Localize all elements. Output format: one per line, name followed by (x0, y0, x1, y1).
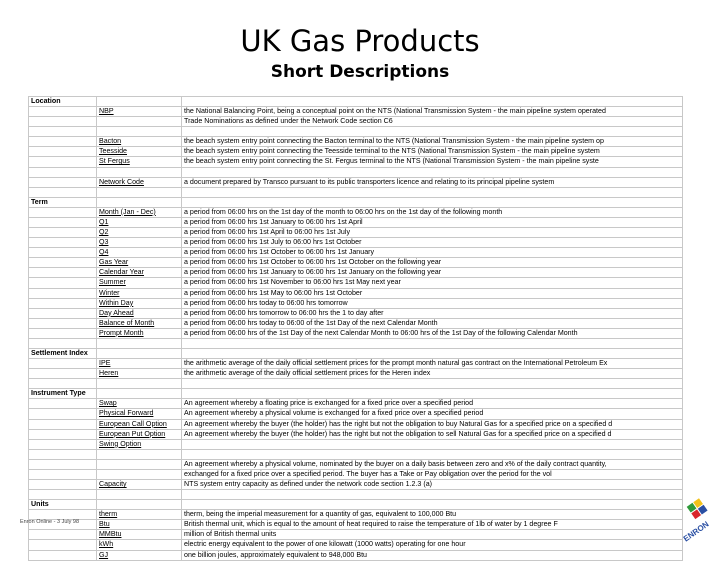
spacer-row (29, 167, 683, 177)
section-header-row (29, 348, 683, 358)
table-row (29, 369, 683, 379)
table-row (29, 439, 683, 449)
term-cell: Summer (97, 278, 182, 288)
table-row (29, 207, 683, 217)
empty-cell (29, 248, 97, 258)
empty-cell (29, 439, 97, 449)
description-cell: An agreement whereby a physical volume is exchanged for a fixed price over a specified period (182, 409, 683, 419)
empty-cell (182, 167, 683, 177)
description-cell: a period from 06:00 hrs tomorrow to 06:00 hrs the 1 to day after (182, 308, 683, 318)
description-cell: An agreement whereby the buyer (the holder) has the right but not the obligation to sell Natural Gas for a specified price on a specified d (182, 429, 683, 439)
term-cell (97, 459, 182, 469)
table-row (29, 288, 683, 298)
description-cell: An agreement whereby a physical volume, nominated by the buyer on a daily basis between zero and x% of the daily contract quantity, (182, 459, 683, 469)
empty-cell (29, 550, 97, 560)
enron-logo (668, 498, 720, 544)
empty-cell (29, 268, 97, 278)
empty-cell (29, 328, 97, 338)
empty-cell (29, 480, 97, 490)
term-cell: Heren (97, 369, 182, 379)
section-heading: Instrument Type (29, 389, 97, 399)
empty-cell (29, 217, 97, 227)
term-cell: Calendar Year (97, 268, 182, 278)
table-row (29, 217, 683, 227)
description-cell: a document prepared by Transco pursuant to its public transporters licence and relating to its principal pipeline system (182, 177, 683, 187)
enron-logo-text: ENRON (681, 519, 711, 544)
term-cell: Swing Option (97, 439, 182, 449)
empty-cell (182, 389, 683, 399)
description-cell: a period from 06:00 hrs 1st October to 06:00 hrs 1st October on the following year (182, 258, 683, 268)
description-cell: a period from 06:00 hrs 1st January to 06:00 hrs 1st April (182, 217, 683, 227)
term-cell: Bacton (97, 137, 182, 147)
term-cell: MMBtu (97, 530, 182, 540)
empty-cell (29, 278, 97, 288)
description-cell: exchanged for a fixed price over a specified period. The buyer has a Take or Pay obligation over the period for the vol (182, 469, 683, 479)
empty-cell (29, 147, 97, 157)
empty-cell (29, 409, 97, 419)
description-cell: million of British thermal units (182, 530, 683, 540)
description-cell: a period from 06:00 hrs 1st July to 06:00 hrs 1st October (182, 238, 683, 248)
description-cell: a period from 06:00 hrs 1st April to 06:00 hrs 1st July (182, 227, 683, 237)
table-row (29, 248, 683, 258)
description-cell: a period from 06:00 hrs today to 06:00 hrs tomorrow (182, 298, 683, 308)
table-row (29, 298, 683, 308)
term-cell: Month (Jan - Dec) (97, 207, 182, 217)
empty-cell (29, 288, 97, 298)
table-row (29, 278, 683, 288)
table-row (29, 177, 683, 187)
table-row (29, 469, 683, 479)
empty-cell (29, 338, 97, 348)
term-cell: GJ (97, 550, 182, 560)
empty-cell (97, 379, 182, 389)
spacer-row (29, 127, 683, 137)
term-cell: Q2 (97, 227, 182, 237)
description-cell: NTS system entry capacity as defined under the network code section 1.2.3 (a) (182, 480, 683, 490)
term-cell: Capacity (97, 480, 182, 490)
term-cell: Teesside (97, 147, 182, 157)
empty-cell (29, 540, 97, 550)
description-cell: a period from 06:00 hrs of the 1st Day of the next Calendar Month to 06:00 hrs of the 1st Day of the following Calendar Month (182, 328, 683, 338)
term-cell: Q1 (97, 217, 182, 227)
term-cell: Winter (97, 288, 182, 298)
empty-cell (29, 107, 97, 117)
table-row (29, 157, 683, 167)
section-header-row (29, 389, 683, 399)
term-cell: Balance of Month (97, 318, 182, 328)
term-cell: therm (97, 510, 182, 520)
empty-cell (29, 177, 97, 187)
definitions-table (28, 96, 683, 561)
spacer-row (29, 379, 683, 389)
spacer-row (29, 187, 683, 197)
empty-cell (182, 197, 683, 207)
term-cell: European Call Option (97, 419, 182, 429)
empty-cell (182, 449, 683, 459)
table-row (29, 459, 683, 469)
empty-cell (182, 379, 683, 389)
description-cell: a period from 06:00 hrs 1st May to 06:00 hrs 1st October (182, 288, 683, 298)
empty-cell (182, 348, 683, 358)
table-row (29, 409, 683, 419)
term-cell: Q4 (97, 248, 182, 258)
empty-cell (29, 429, 97, 439)
empty-cell (182, 187, 683, 197)
term-cell: European Put Option (97, 429, 182, 439)
footer-note: Enron Online - 3 July 98 (20, 519, 80, 525)
empty-cell (29, 469, 97, 479)
term-cell: Btu (97, 520, 182, 530)
empty-cell (97, 490, 182, 500)
empty-cell (29, 258, 97, 268)
table-row (29, 107, 683, 117)
empty-cell (97, 500, 182, 510)
table-row (29, 318, 683, 328)
description-cell: a period from 06:00 hrs 1st November to 06:00 hrs 1st May next year (182, 278, 683, 288)
description-cell: Trade Nominations as defined under the Network Code section C6 (182, 117, 683, 127)
description-cell: the arithmetic average of the daily official settlement prices for the Heren index (182, 369, 683, 379)
table-row (29, 530, 683, 540)
description-cell: one billion joules, approximately equivalent to 948,000 Btu (182, 550, 683, 560)
empty-cell (29, 318, 97, 328)
table-row (29, 268, 683, 278)
empty-cell (97, 197, 182, 207)
description-cell: the arithmetic average of the daily official settlement prices for the prompt month natural gas contract on the International Petroleum Ex (182, 359, 683, 369)
term-cell: Network Code (97, 177, 182, 187)
description-cell: a period from 06:00 hrs 1st January to 06:00 hrs 1st January on the following year (182, 268, 683, 278)
term-cell (97, 469, 182, 479)
table-row (29, 510, 683, 520)
table-row (29, 328, 683, 338)
empty-cell (97, 338, 182, 348)
term-cell: St Fergus (97, 157, 182, 167)
table-row (29, 147, 683, 157)
section-header-row (29, 500, 683, 510)
empty-cell (182, 338, 683, 348)
table-row (29, 480, 683, 490)
table-row (29, 137, 683, 147)
empty-cell (29, 399, 97, 409)
empty-cell (29, 238, 97, 248)
empty-cell (29, 187, 97, 197)
table-row (29, 359, 683, 369)
description-cell: therm, being the imperial measurement for a quantity of gas, equivalent to 100,000 Btu (182, 510, 683, 520)
section-header-row (29, 197, 683, 207)
table-row (29, 520, 683, 530)
empty-cell (97, 97, 182, 107)
empty-cell (29, 298, 97, 308)
description-cell (182, 439, 683, 449)
table-row (29, 258, 683, 268)
empty-cell (29, 308, 97, 318)
empty-cell (29, 167, 97, 177)
empty-cell (29, 117, 97, 127)
section-heading: Settlement Index (29, 348, 97, 358)
table-row (29, 238, 683, 248)
spacer-row (29, 490, 683, 500)
term-cell: kWh (97, 540, 182, 550)
table-row (29, 117, 683, 127)
empty-cell (97, 127, 182, 137)
empty-cell (97, 187, 182, 197)
term-cell: Physical Forward (97, 409, 182, 419)
table-row (29, 429, 683, 439)
section-heading: Units (29, 500, 97, 510)
empty-cell (29, 490, 97, 500)
description-cell: An agreement whereby the buyer (the holder) has the right but not the obligation to buy Natural Gas for a specified price on a specified d (182, 419, 683, 429)
description-cell: British thermal unit, which is equal to the amount of heat required to raise the temperature of 1lb of water by 1 degree F (182, 520, 683, 530)
empty-cell (29, 127, 97, 137)
term-cell: Day Ahead (97, 308, 182, 318)
page-title: UK Gas Products (240, 24, 480, 58)
table-row (29, 399, 683, 409)
page-subtitle: Short Descriptions (270, 62, 450, 82)
term-cell: Swap (97, 399, 182, 409)
spacer-row (29, 338, 683, 348)
term-cell: NBP (97, 107, 182, 117)
description-cell: a period from 06:00 hrs today to 06:00 of the 1st Day of the next Calendar Month (182, 318, 683, 328)
term-cell: Gas Year (97, 258, 182, 268)
description-cell: the beach system entry point connecting the Teesside terminal to the NTS (National Transmission System - the main pipeline system (182, 147, 683, 157)
empty-cell (29, 459, 97, 469)
empty-cell (182, 127, 683, 137)
empty-cell (97, 167, 182, 177)
term-cell: IPE (97, 359, 182, 369)
table-row (29, 550, 683, 560)
spacer-row (29, 449, 683, 459)
empty-cell (29, 419, 97, 429)
empty-cell (97, 389, 182, 399)
description-cell: the National Balancing Point, being a conceptual point on the NTS (National Transmission System - the main pipeline system operated (182, 107, 683, 117)
table-row (29, 308, 683, 318)
term-cell: Q3 (97, 238, 182, 248)
description-cell: the beach system entry point connecting the St. Fergus terminal to the NTS (National Transmission System - the main pipeline syste (182, 157, 683, 167)
term-cell (97, 117, 182, 127)
term-cell: Prompt Month (97, 328, 182, 338)
description-cell: An agreement whereby a floating price is exchanged for a fixed price over a specified period (182, 399, 683, 409)
description-cell: a period from 06:00 hrs 1st October to 06:00 hrs 1st January (182, 248, 683, 258)
empty-cell (29, 359, 97, 369)
empty-cell (29, 449, 97, 459)
empty-cell (182, 500, 683, 510)
term-cell: Within Day (97, 298, 182, 308)
description-cell: electric energy equivalent to the power of one kilowatt (1000 watts) operating for one hour (182, 540, 683, 550)
section-heading: Location (29, 97, 97, 107)
table-row (29, 227, 683, 237)
description-cell: the beach system entry point connecting the Bacton terminal to the NTS (National Transmission System - the main pipeline system op (182, 137, 683, 147)
description-cell: a period from 06:00 hrs on the 1st day of the month to 06:00 hrs on the 1st day of the following month (182, 207, 683, 217)
empty-cell (29, 227, 97, 237)
empty-cell (97, 449, 182, 459)
empty-cell (29, 369, 97, 379)
empty-cell (182, 490, 683, 500)
section-heading: Term (29, 197, 97, 207)
empty-cell (97, 348, 182, 358)
empty-cell (182, 97, 683, 107)
table-row (29, 419, 683, 429)
table-row (29, 540, 683, 550)
empty-cell (29, 207, 97, 217)
empty-cell (29, 530, 97, 540)
empty-cell (29, 137, 97, 147)
empty-cell (29, 379, 97, 389)
section-header-row (29, 97, 683, 107)
empty-cell (29, 157, 97, 167)
